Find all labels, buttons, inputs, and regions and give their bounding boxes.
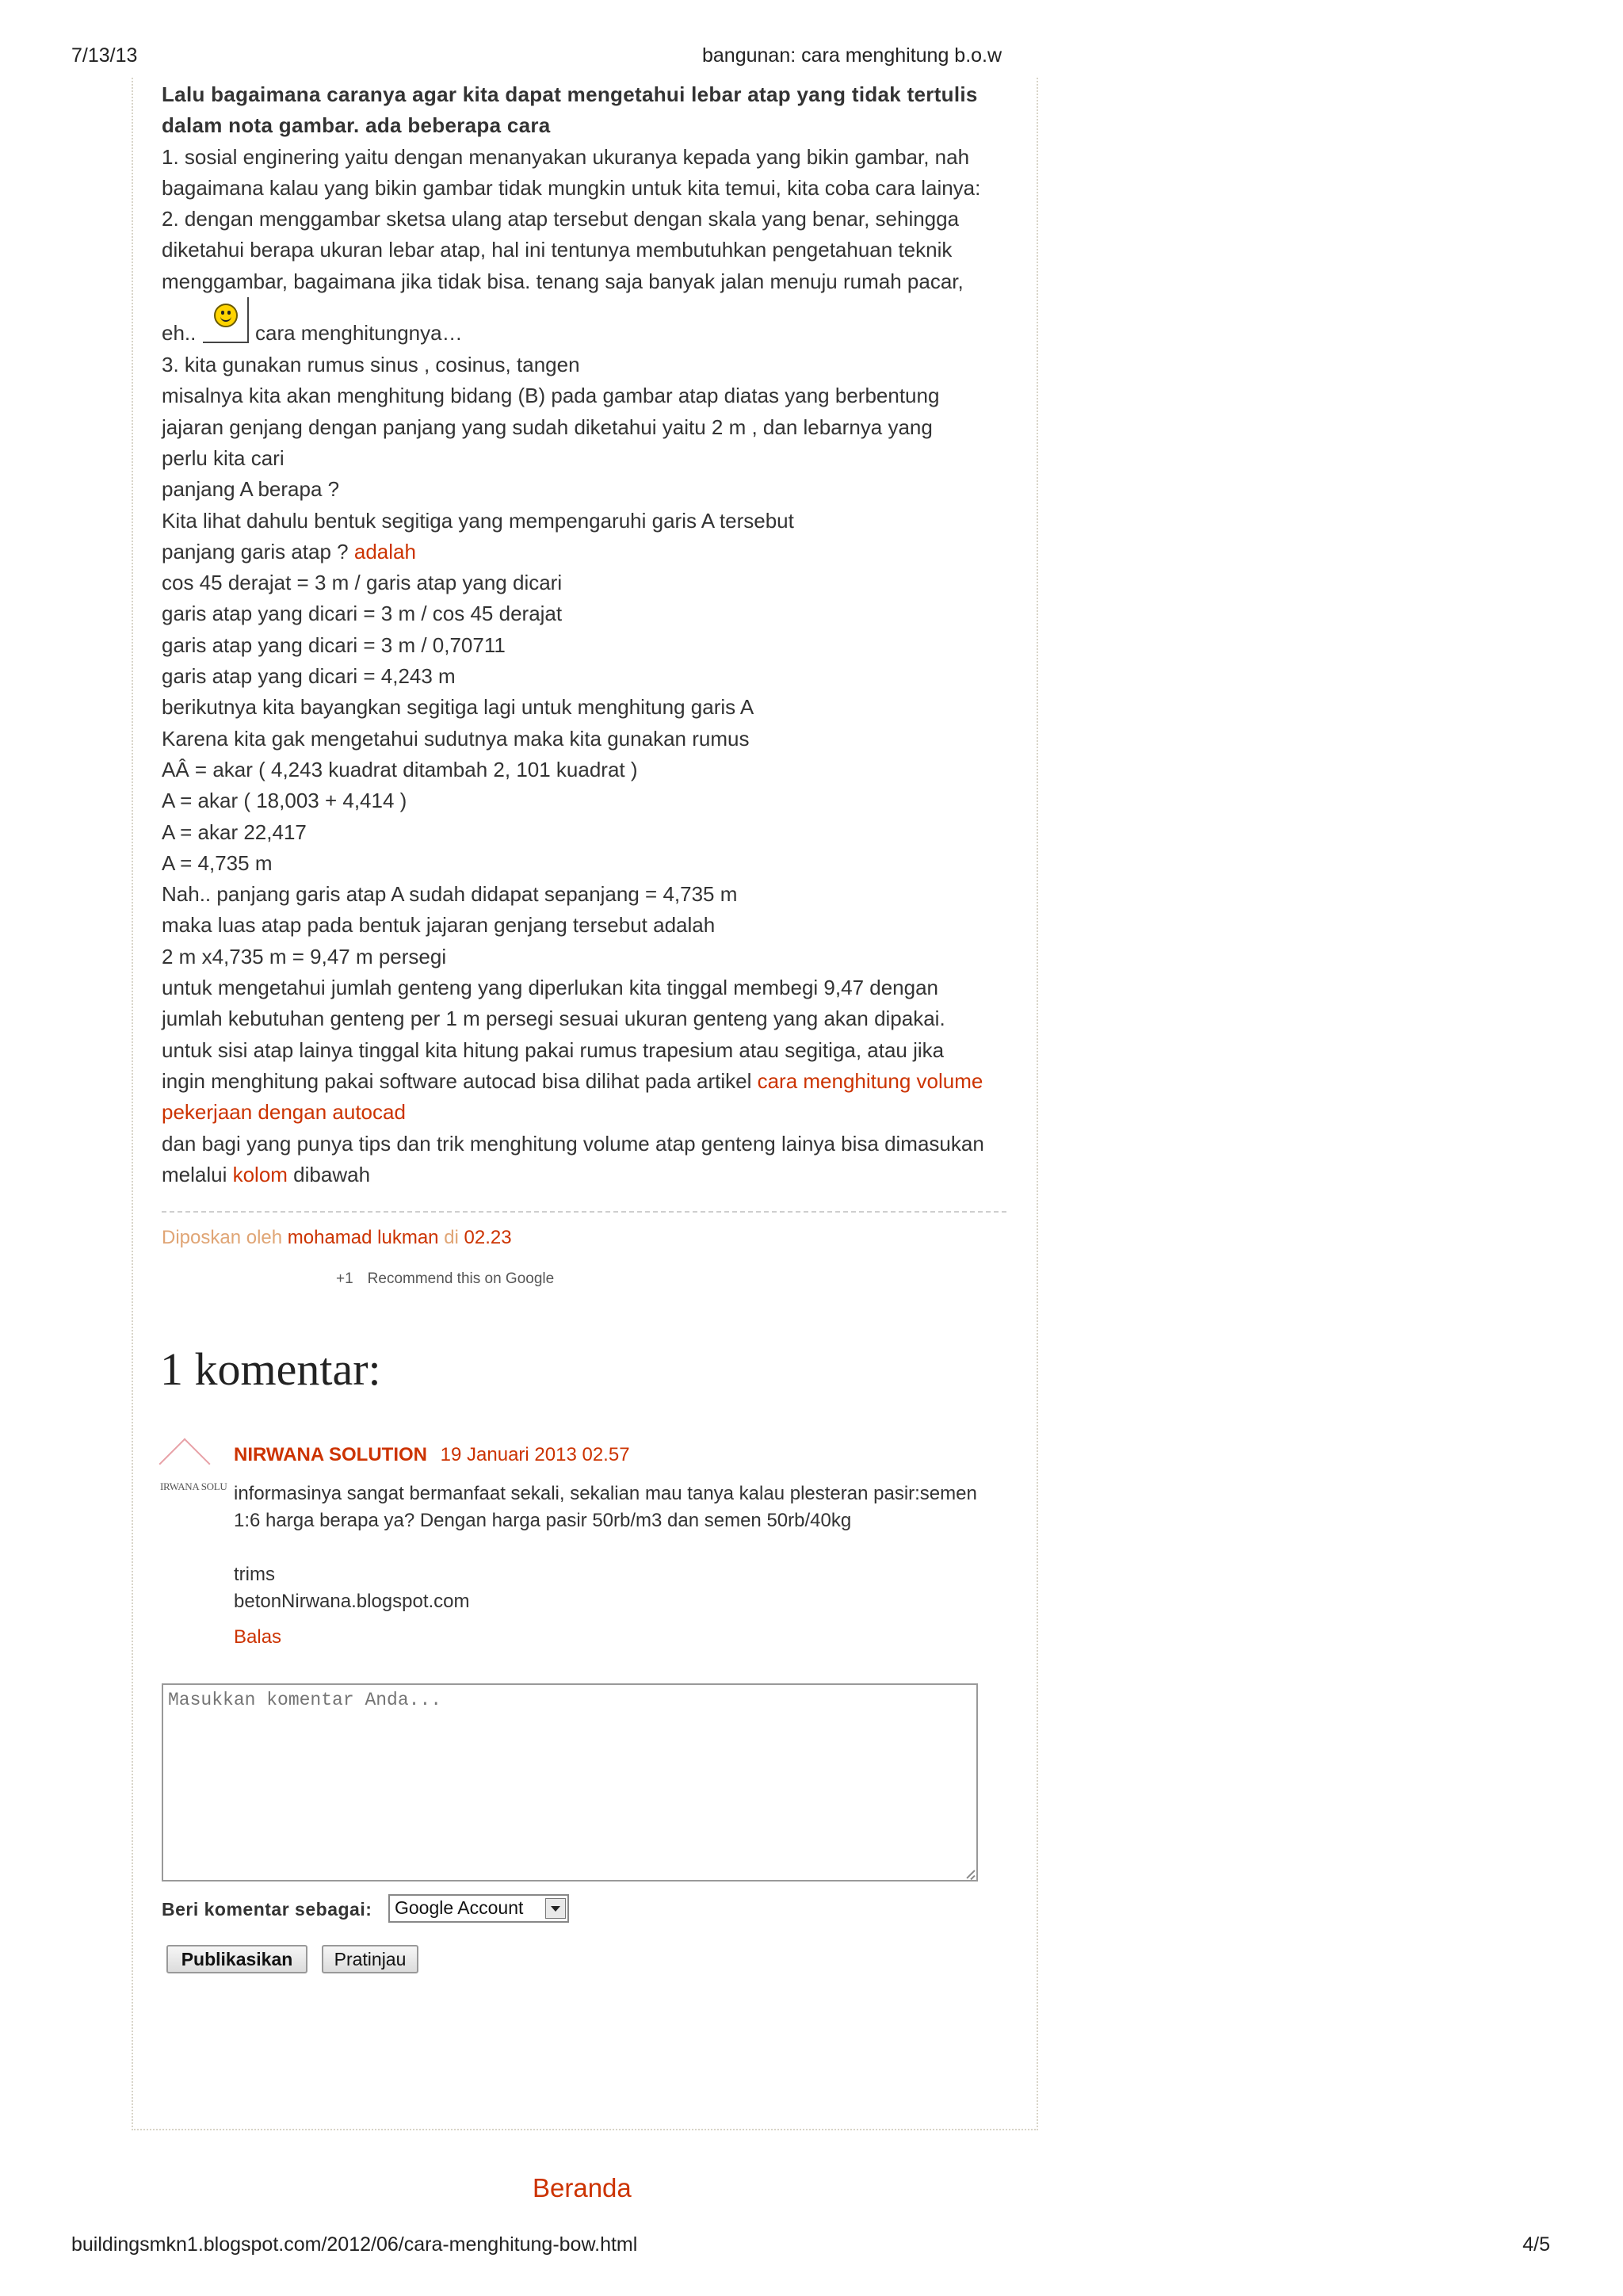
- google-plusone[interactable]: [336, 1270, 554, 1288]
- adalah-link[interactable]: adalah: [353, 539, 416, 563]
- post-line: garis atap yang dicari = 3 m / cos 45 derajat: [162, 602, 563, 626]
- comment-input[interactable]: [162, 1683, 978, 1881]
- post-line-after-smiley: cara menghitungnya…: [255, 321, 463, 346]
- post-line: perlu kita cari: [162, 445, 285, 470]
- post-line: 3. kita gunakan rumus sinus , cosinus, tangen: [162, 353, 580, 377]
- author-link[interactable]: mohamad lukman: [287, 1227, 439, 1248]
- post-line: A = 4,735 m: [162, 850, 273, 875]
- print-footer-url: buildingsmkn1.blogspot.com/2012/06/cara-menghitung-bow.html: [71, 2233, 638, 2256]
- comment-header: [234, 1444, 630, 1466]
- post-line: Lalu bagaimana caranya agar kita dapat mengetahui lebar atap yang tidak tertulis: [162, 82, 978, 106]
- post-line: A = akar 22,417: [162, 819, 307, 844]
- post-line: [162, 1097, 1011, 1128]
- autocad-article-link-cont[interactable]: pekerjaan dengan autocad: [162, 1100, 406, 1125]
- post-line: berikutnya kita bayangkan segitiga lagi untuk menghitung garis A: [162, 695, 754, 720]
- home-link[interactable]: Beranda: [533, 2173, 632, 2202]
- post-body: [162, 79, 1011, 1190]
- comment-author-link[interactable]: NIRWANA SOLUTION: [234, 1444, 427, 1465]
- publish-button[interactable]: Publikasikan: [166, 1945, 307, 1973]
- post-line: [162, 1159, 1011, 1190]
- avatar-text: IRWANA SOLU: [160, 1480, 227, 1492]
- comment-as-value: Google Account: [395, 1897, 524, 1918]
- post-line: garis atap yang dicari = 4,243 m: [162, 664, 456, 689]
- plusone-label: Recommend this on Google: [367, 1270, 555, 1287]
- post-line: [162, 537, 1011, 567]
- post-time-link[interactable]: 02.23: [464, 1227, 512, 1248]
- resize-grip-icon[interactable]: [965, 1869, 976, 1880]
- print-page-number: 4/5: [1522, 2233, 1550, 2256]
- comment-line: trims: [234, 1564, 275, 1585]
- post-line: bagaimana kalau yang bikin gambar tidak mungkin untuk kita temui, kita coba cara lainya:: [162, 175, 981, 200]
- smiley-icon: [214, 304, 238, 327]
- post-line: 2 m x4,735 m = 9,47 m persegi: [162, 944, 447, 968]
- post-line: jajaran genjang dengan panjang yang sudah diketahui yaitu 2 m , dan lebarnya yang: [162, 415, 933, 439]
- post-line: Nah.. panjang garis atap A sudah didapat sepanjang = 4,735 m: [162, 882, 738, 907]
- post-line: menggambar, bagaimana jika tidak bisa. tenang saja banyak jalan menuju rumah pacar,: [162, 269, 964, 293]
- comments-heading: 1 komentar:: [160, 1343, 381, 1395]
- post-line-text: melalui: [162, 1162, 233, 1186]
- comment-as-label: Beri komentar sebagai:: [162, 1899, 372, 1920]
- post-line: dan bagi yang punya tips dan trik menghitung volume atap genteng lainya bisa dimasukan: [162, 1131, 984, 1156]
- print-date: 7/13/13: [71, 44, 138, 67]
- post-footer: [162, 1227, 512, 1249]
- comment-date-link[interactable]: 19 Januari 2013 02.57: [440, 1444, 630, 1465]
- post-line: maka luas atap pada bentuk jajaran genjang tersebut adalah: [162, 913, 716, 938]
- post-divider: [162, 1211, 1006, 1213]
- plusone-button[interactable]: +1: [336, 1270, 353, 1287]
- comment-as-select[interactable]: [388, 1894, 569, 1923]
- print-page-title: bangunan: cara menghitung b.o.w: [702, 44, 1002, 67]
- post-line: untuk mengetahui jumlah genteng yang diperlukan kita tinggal membegi 9,47 dengan: [162, 976, 939, 1000]
- commenter-avatar[interactable]: [160, 1442, 227, 1492]
- post-line: panjang A berapa ?: [162, 477, 340, 502]
- post-line: AÂ = akar ( 4,243 kuadrat ditambah 2, 101 kuadrat ): [162, 757, 638, 781]
- post-line: cos 45 derajat = 3 m / garis atap yang dicari: [162, 571, 563, 595]
- post-line: 1. sosial enginering yaitu dengan menanyakan ukuranya kepada yang bikin gambar, nah: [162, 144, 970, 169]
- preview-button[interactable]: Pratinjau: [322, 1945, 418, 1973]
- post-line: Karena kita gak mengetahui sudutnya maka kita gunakan rumus: [162, 726, 750, 751]
- post-line: Kita lihat dahulu bentuk segitiga yang mempengaruhi garis A tersebut: [162, 508, 794, 533]
- autocad-article-link[interactable]: cara menghitung volume: [757, 1068, 983, 1093]
- post-line: misalnya kita akan menghitung bidang (B) pada gambar atap diatas yang berbentung: [162, 384, 940, 408]
- post-line: jumlah kebutuhan genteng per 1 m persegi sesuai ukuran genteng yang akan dipakai.: [162, 1007, 945, 1031]
- kolom-link[interactable]: kolom: [232, 1162, 288, 1186]
- smiley-emoticon-frame: [203, 297, 249, 343]
- comment-line: 1:6 harga berapa ya? Dengan harga pasir 50rb/m3 dan semen 50rb/40kg: [234, 1510, 852, 1531]
- dropdown-arrow-icon[interactable]: [545, 1898, 566, 1919]
- posted-by-label: Diposkan oleh: [162, 1227, 288, 1248]
- post-line-text: ingin menghitung pakai software autocad bisa dilihat pada artikel: [162, 1068, 758, 1093]
- smiley-line: [162, 297, 1011, 350]
- post-line: A = akar ( 18,003 + 4,414 ): [162, 789, 407, 813]
- comment-body: [234, 1480, 1010, 1615]
- post-line: diketahui berapa ukuran lebar atap, hal ini tentunya membutuhkan pengetahuan teknik: [162, 238, 953, 262]
- post-line: untuk sisi atap lainya tinggal kita hitung pakai rumus trapesium atau segitiga, atau jika: [162, 1037, 945, 1062]
- posted-at-label: di: [438, 1227, 464, 1248]
- post-line: dalam nota gambar. ada beberapa cara: [162, 113, 551, 138]
- post-line-text: dibawah: [287, 1162, 371, 1186]
- comment-line: betonNirwana.blogspot.com: [234, 1591, 470, 1612]
- post-line: [162, 1066, 1011, 1097]
- post-line-before-smiley: eh..: [162, 321, 197, 346]
- comment-line: informasinya sangat bermanfaat sekali, sekalian mau tanya kalau plesteran pasir:semen: [234, 1483, 977, 1504]
- post-line: 2. dengan menggambar sketsa ulang atap tersebut dengan skala yang benar, sehingga: [162, 207, 960, 231]
- reply-link[interactable]: Balas: [234, 1626, 282, 1648]
- post-line: garis atap yang dicari = 3 m / 0,70711: [162, 632, 506, 657]
- post-line-text: panjang garis atap ?: [162, 539, 354, 563]
